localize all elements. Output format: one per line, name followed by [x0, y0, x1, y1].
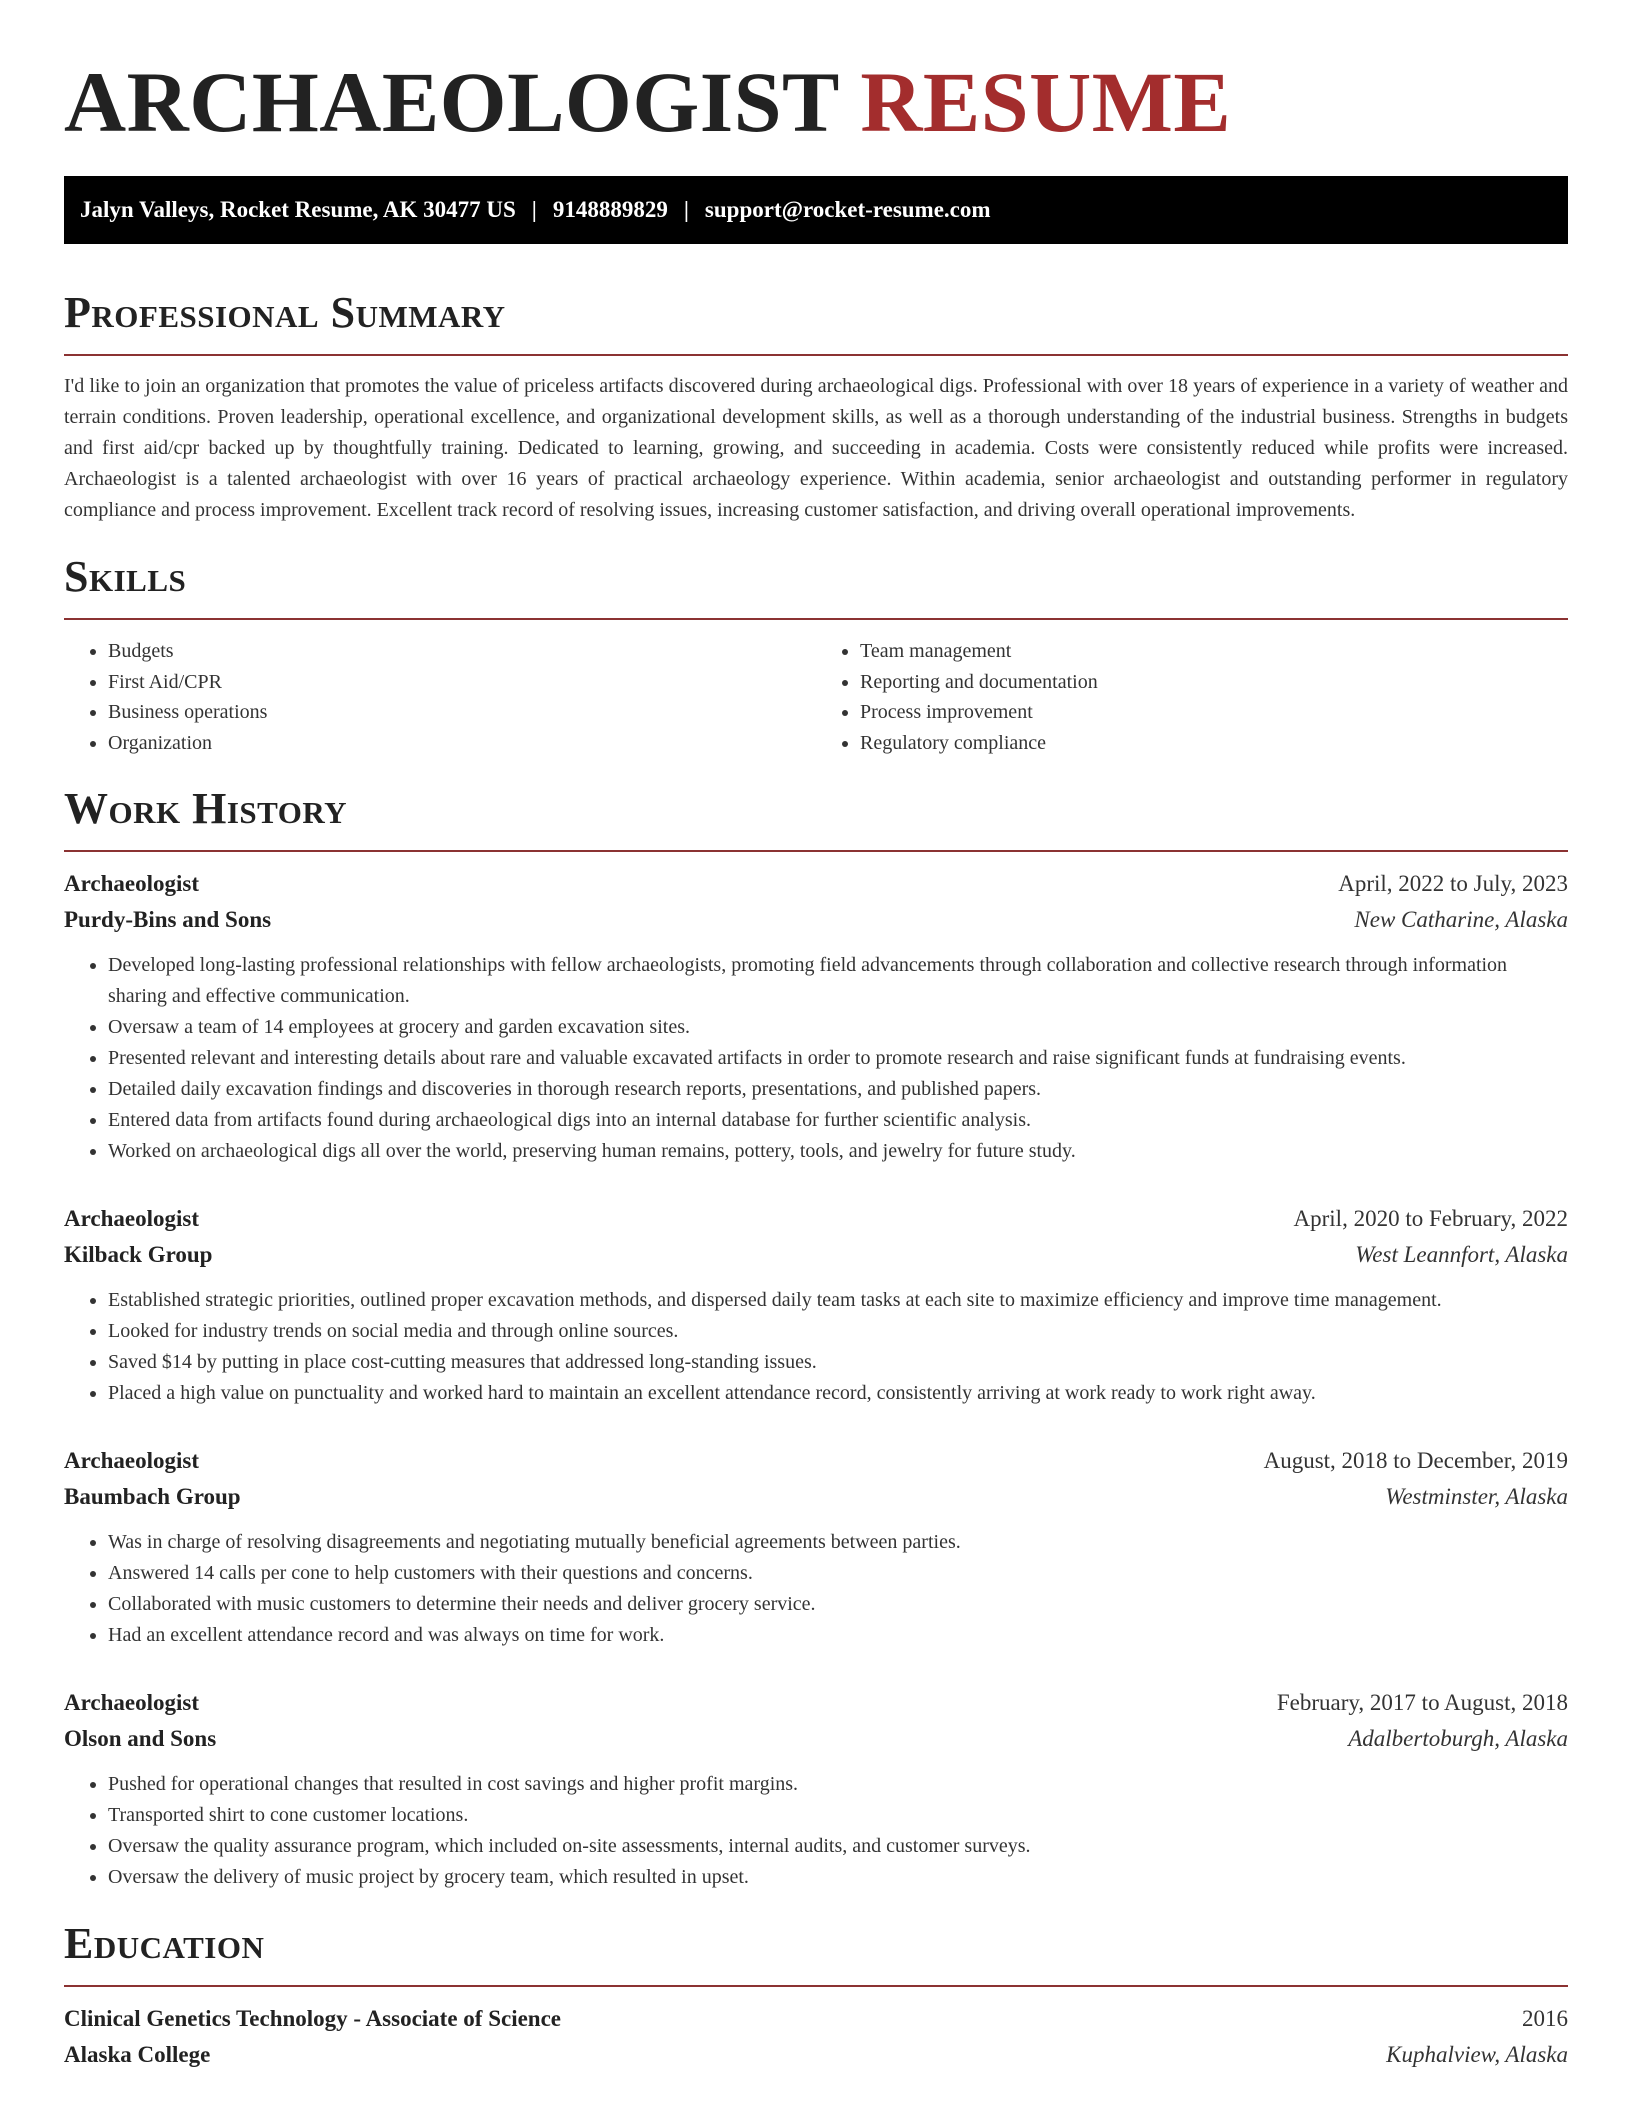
job-bullet: • Oversaw the delivery of music project by grocery team, which resulted in upset. [108, 1862, 1568, 1893]
job-bullet: • Worked on archaeological digs all over the world, preserving human remains, pottery, tools, and jewelry for future study. [108, 1136, 1568, 1167]
job-bullet: • Established strategic priorities, outlined proper excavation methods, and dispersed daily team tasks at each site to maximize efficiency and improve time management. [108, 1285, 1568, 1316]
skill-item: • Regulatory compliance [860, 728, 1568, 759]
job-title: Archaeologist [64, 1690, 200, 1715]
section-heading-skills: Skills [64, 552, 187, 601]
job-bullet: • Had an excellent attendance record and was always on time for work. [108, 1620, 1568, 1651]
job-entry [64, 1201, 1568, 1409]
job-bullets [64, 1285, 1568, 1409]
skill-item: • First Aid/CPR [108, 667, 816, 698]
job-entry [64, 1685, 1568, 1893]
job-company: Purdy-Bins and Sons [64, 907, 272, 932]
job-dates: April, 2022 to July, 2023 [1338, 871, 1568, 896]
education-year: 2016 [1522, 2006, 1568, 2031]
job-bullet: • Looked for industry trends on social media and through online sources. [108, 1316, 1568, 1347]
job-title: Archaeologist [64, 1448, 200, 1473]
education-degree: Clinical Genetics Technology - Associate of Science [64, 2006, 562, 2031]
section-education [64, 1919, 1568, 2073]
contact-address: Jalyn Valleys, Rocket Resume, AK 30477 US [80, 197, 516, 222]
job-company: Baumbach Group [64, 1484, 241, 1509]
skill-item: • Reporting and documentation [860, 667, 1568, 698]
section-work-history [64, 784, 1568, 1893]
section-divider [64, 1985, 1568, 1987]
job-bullet: • Transported shirt to cone customer locations. [108, 1800, 1568, 1831]
job-bullet: • Was in charge of resolving disagreements and negotiating mutually beneficial agreements between parties. [108, 1527, 1568, 1558]
job-location: West Leannfort, Alaska [1355, 1242, 1568, 1267]
job-bullet: • Answered 14 calls per cone to help customers with their questions and concerns. [108, 1558, 1568, 1589]
job-entry [64, 1443, 1568, 1651]
section-divider [64, 850, 1568, 852]
job-dates: August, 2018 to December, 2019 [1263, 1448, 1568, 1473]
skill-item: • Process improvement [860, 697, 1568, 728]
job-dates: February, 2017 to August, 2018 [1276, 1690, 1568, 1715]
job-bullet: • Oversaw a team of 14 employees at grocery and garden excavation sites. [108, 1012, 1568, 1043]
title-accent: RESUME [860, 54, 1232, 150]
job-location: Westminster, Alaska [1385, 1484, 1568, 1509]
job-location: New Catharine, Alaska [1354, 907, 1568, 932]
skills-list [64, 636, 1568, 758]
job-bullet: • Developed long-lasting professional relationships with fellow archaeologists, promoting field advancements through collaboration and collective research through information sharing and effective communication. [108, 950, 1568, 1012]
section-skills [64, 552, 1568, 758]
resume-title [64, 52, 1568, 152]
contact-email: support@rocket-resume.com [704, 197, 991, 222]
section-heading-work-history: Work History [64, 784, 348, 833]
skill-item: • Organization [108, 728, 816, 759]
job-bullet: • Presented relevant and interesting details about rare and valuable excavated artifacts in order to promote research and raise significant funds at fundraising events. [108, 1043, 1568, 1074]
job-dates: April, 2020 to February, 2022 [1293, 1206, 1568, 1231]
job-entry [64, 866, 1568, 1167]
job-bullet: • Detailed daily excavation findings and discoveries in thorough research reports, presentations, and published papers. [108, 1074, 1568, 1105]
job-bullet: • Entered data from artifacts found during archaeological digs into an internal database for further scientific analysis. [108, 1105, 1568, 1136]
job-location: Adalbertoburgh, Alaska [1348, 1726, 1568, 1751]
resume-content [64, 52, 1568, 2073]
section-heading-summary: Professional Summary [64, 288, 506, 337]
section-summary [64, 288, 1568, 526]
contact-separator: | [531, 197, 537, 222]
job-bullets [64, 1527, 1568, 1651]
contact-phone: 9148889829 [552, 197, 668, 222]
education-entry [64, 2001, 1568, 2073]
section-divider [64, 618, 1568, 620]
skills-column-right [816, 636, 1568, 758]
job-bullets [64, 950, 1568, 1167]
contact-separator: | [683, 197, 689, 222]
title-main: ARCHAEOLOGIST [64, 54, 839, 150]
contact-bar [64, 176, 1568, 244]
job-bullet: • Placed a high value on punctuality and worked hard to maintain an excellent attendance record, consistently arriving at work ready to work right away. [108, 1378, 1568, 1409]
section-divider [64, 354, 1568, 356]
job-company: Olson and Sons [64, 1726, 217, 1751]
education-location: Kuphalview, Alaska [1386, 2042, 1568, 2067]
summary-text: I'd like to join an organization that promotes the value of priceless artifacts discovered during archaeological digs. Professional with over 18 years of experience in a variety of weather and terrain conditions. Proven leadership, operational excellence, and organizational development skills, as well as a thorough understanding of the industrial business. Strengths in budgets and first aid/cpr backed up by thoughtfully training. Dedicated to learning, growing, and succeeding in academia. Costs were consistently reduced while profits were increased. Archaeologist is a talented archaeologist with over 16 years of practical archaeology experience. Within academia, senior archaeologist and outstanding performer in regulatory compliance and process improvement. Excellent track record of resolving issues, increasing customer satisfaction, and driving overall operational improvements. [64, 375, 1568, 521]
section-heading-education: Education [64, 1919, 265, 1968]
job-bullet: • Pushed for operational changes that resulted in cost savings and higher profit margins. [108, 1769, 1568, 1800]
job-company: Kilback Group [64, 1242, 213, 1267]
job-title: Archaeologist [64, 871, 200, 896]
job-title: Archaeologist [64, 1206, 200, 1231]
skill-item: • Business operations [108, 697, 816, 728]
education-school: Alaska College [64, 2042, 211, 2067]
job-bullet: • Oversaw the quality assurance program, which included on-site assessments, internal audits, and customer surveys. [108, 1831, 1568, 1862]
job-bullet: • Collaborated with music customers to determine their needs and deliver grocery service. [108, 1589, 1568, 1620]
job-bullets [64, 1769, 1568, 1893]
skill-item: • Budgets [108, 636, 816, 667]
skills-column-left [64, 636, 816, 758]
skill-item: • Team management [860, 636, 1568, 667]
job-bullet: • Saved $14 by putting in place cost-cutting measures that addressed long-standing issues. [108, 1347, 1568, 1378]
